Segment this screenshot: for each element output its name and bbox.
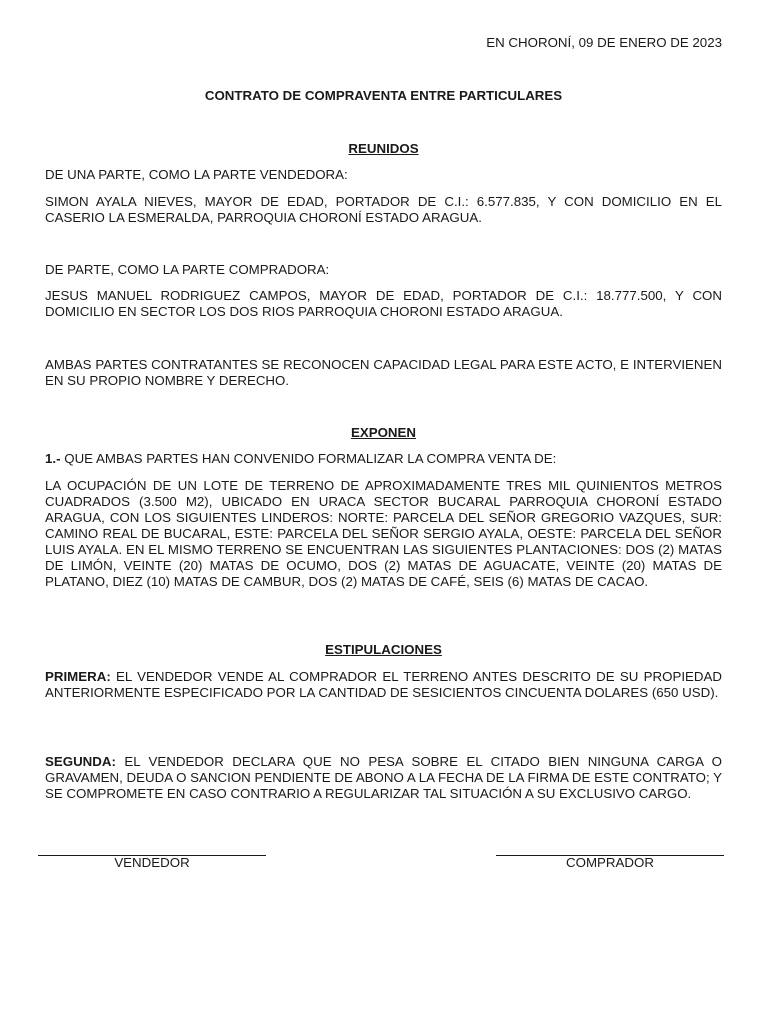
item-text: QUE AMBAS PARTES HAN CONVENIDO FORMALIZAR LA COMPRA VENTA DE: (60, 451, 557, 466)
buyer-details: JESUS MANUEL RODRIGUEZ CAMPOS, MAYOR DE EDAD, PORTADOR DE C.I.: 18.777.500, Y CON DOMICILIO EN SECTOR LOS DOS RIOS PARROQUIA CHORONI ESTADO ARAGUA. (45, 288, 722, 319)
clause-primera (45, 669, 722, 701)
item-number: 1.- (45, 451, 61, 466)
date-line: EN CHORONÍ, 09 DE ENERO DE 2023 (486, 35, 722, 50)
seller-intro: DE UNA PARTE, COMO LA PARTE VENDEDORA: (45, 167, 348, 182)
document-title: CONTRATO DE COMPRAVENTA ENTRE PARTICULARES (204, 88, 563, 103)
seller-details: SIMON AYALA NIEVES, MAYOR DE EDAD, PORTADOR DE C.I.: 6.577.835, Y CON DOMICILIO EN EL CASERIO LA ESMERALDA, PARROQUIA CHORONÍ ESTADO ARAGUA. (45, 194, 722, 225)
clause-label: PRIMERA: (45, 669, 111, 684)
buyer-signature-label: COMPRADOR (566, 855, 654, 870)
section-heading-exponen: EXPONEN (350, 425, 417, 440)
buyer-intro: DE PARTE, COMO LA PARTE COMPRADORA: (45, 262, 330, 277)
exponen-item-1 (45, 451, 722, 467)
section-heading-estipulaciones: ESTIPULACIONES (325, 642, 442, 657)
seller-signature-label: VENDEDOR (114, 855, 190, 870)
property-description: LA OCUPACIÓN DE UN LOTE DE TERRENO DE APROXIMADAMENTE TRES MIL QUINIENTOS METROS CUADRADOS (3.500 M2), UBICADO EN URACA SECTOR BUCARAL PARROQUIA CHORONÍ ESTADO ARAGUA, CON LOS SIGUIENTES LINDEROS: NORTE: PARCELA DEL SEÑOR GREGORIO VAZQUES, SUR: CAMINO REAL DE BUCARAL, ESTE: PARCELA DEL SEÑOR SERGIO AYALA, OESTE: PARCELA DEL SEÑOR LUIS AYALA. EN EL MISMO TERRENO SE ENCUENTRAN LAS SIGUIENTES PLANTACIONES: DOS (2) MATAS DE LIMÓN, VEINTE (20) MATAS DE OCUMO, DOS (2) MATAS DE AGUACATE, VEINTE (20) MATAS DE PLATANO, DIEZ (10) MATAS DE CAMBUR, DOS (2) MATAS DE CAFÉ, SEIS (6) MATAS DE CACAO. (45, 478, 722, 589)
clause-segunda (45, 754, 722, 802)
clause-label: SEGUNDA: (45, 754, 116, 769)
clause-text: EL VENDEDOR DECLARA QUE NO PESA SOBRE EL CITADO BIEN NINGUNA CARGA O GRAVAMEN, DEUDA O SANCION PENDIENTE DE ABONO A LA FECHA DE LA FIRMA DE ESTE CONTRATO; Y SE COMPROMETE EN CASO CONTRARIO A REGULARIZAR TAL SITUACIÓN A SU EXCLUSIVO CARGO. (45, 754, 722, 801)
section-heading-reunidos: REUNIDOS (348, 141, 419, 156)
clause-text: EL VENDEDOR VENDE AL COMPRADOR EL TERRENO ANTES DESCRITO DE SU PROPIEDAD ANTERIORMENTE ESPECIFICADO POR LA CANTIDAD DE SESICIENTOS CINCUENTA DOLARES (650 USD). (45, 669, 722, 700)
legal-capacity-paragraph: AMBAS PARTES CONTRATANTES SE RECONOCEN CAPACIDAD LEGAL PARA ESTE ACTO, E INTERVIENEN EN SU PROPIO NOMBRE Y DERECHO. (45, 357, 722, 388)
